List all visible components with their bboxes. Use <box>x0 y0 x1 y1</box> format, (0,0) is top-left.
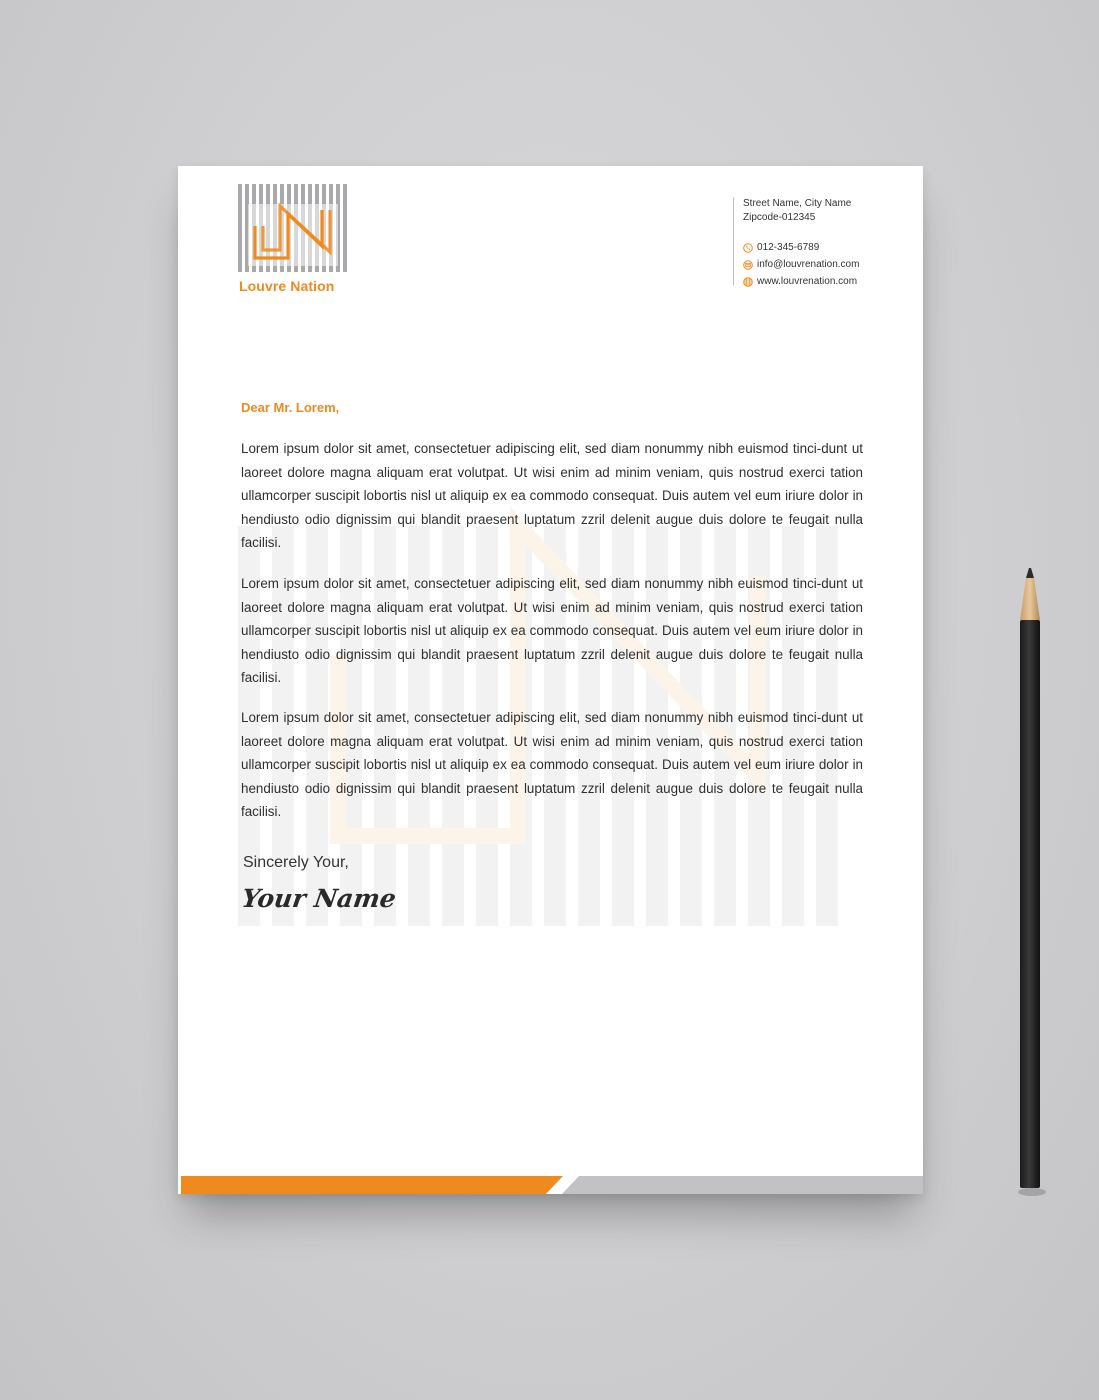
company-name: Louvre Nation <box>239 278 335 294</box>
phone-icon <box>743 243 753 253</box>
letter-paragraph-1: Lorem ipsum dolor sit amet, consectetuer adipiscing elit, sed diam nonummy nibh euismod tinci-dunt ut laoreet dolore magna aliquam erat volutpat. Ut wisi enim ad minim veniam, quis nostrud exerci tation ullamcorper suscipit lobortis nisl ut aliquip ex ea commodo consequat. Duis autem vel eum iriure dolor in hendiusto odio dignissim qui blandit praesent luptatum zzril delenit augue duis dolore te feugait nulla facilisi. <box>241 441 863 550</box>
address <box>743 197 913 225</box>
letter-closing: Sincerely Your, <box>243 854 349 871</box>
phone-row <box>743 239 913 256</box>
letter-greeting: Dear Mr. Lorem, <box>241 400 340 415</box>
globe-icon <box>743 277 753 287</box>
phone-number: 012-345-6789 <box>757 241 820 253</box>
pencil-icon <box>1010 568 1050 1198</box>
letterhead-sheet <box>178 166 923 1194</box>
email-row <box>743 256 913 273</box>
address-line-1: Street Name, City Name <box>743 198 852 209</box>
website-url[interactable]: www.louvrenation.com <box>757 275 858 287</box>
letter-paragraph-3: Lorem ipsum dolor sit amet, consectetuer adipiscing elit, sed diam nonummy nibh euismod tinci-dunt ut laoreet dolore magna aliquam erat volutpat. Ut wisi enim ad minim veniam, quis nostrud exerci tation ullamcorper suscipit lobortis nisl ut aliquip ex ea commodo consequat. Duis autem vel eum iriure dolor in hendiusto odio dignissim qui blandit praesent luptatum zzril delenit augue duis dolore te feugait nulla facilisi. <box>241 710 863 819</box>
email-address[interactable]: info@louvrenation.com <box>757 258 860 270</box>
letter-paragraph-2: Lorem ipsum dolor sit amet, consectetuer adipiscing elit, sed diam nonummy nibh euismod tinci-dunt ut laoreet dolore magna aliquam erat volutpat. Ut wisi enim ad minim veniam, quis nostrud exerci tation ullamcorper suscipit lobortis nisl ut aliquip ex ea commodo consequat. Duis autem vel eum iriure dolor in hendiusto odio dignissim qui blandit praesent luptatum zzril delenit augue duis dolore te feugait nulla facilisi. <box>241 576 863 685</box>
logo-mark-icon <box>238 184 350 274</box>
footer-bar <box>181 1176 923 1194</box>
website-row <box>743 273 913 290</box>
signature: Your Name <box>239 884 398 913</box>
contact-block <box>733 197 913 285</box>
address-line-2: Zipcode-012345 <box>743 212 816 223</box>
email-icon <box>743 260 753 270</box>
